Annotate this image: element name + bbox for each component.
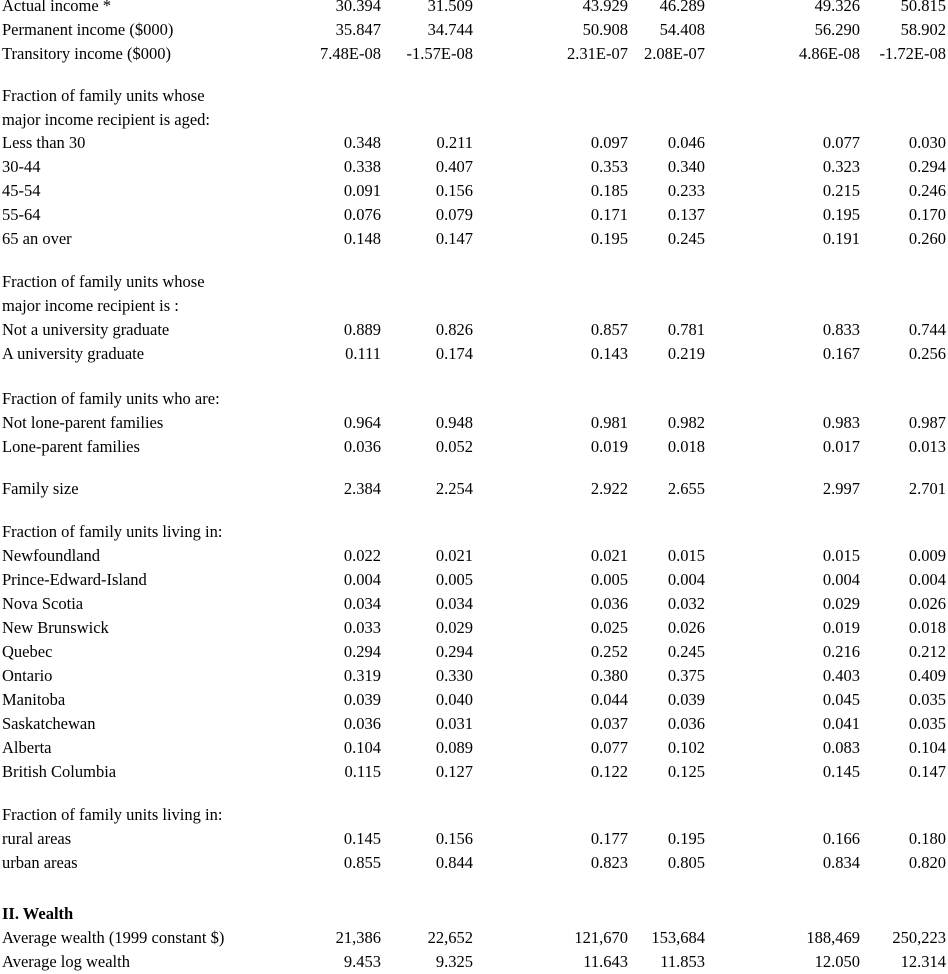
table-cell: 0.833 bbox=[822, 320, 860, 339]
row-label: Average log wealth bbox=[2, 952, 130, 971]
table-cell: 0.294 bbox=[908, 157, 946, 176]
table-cell: 2.655 bbox=[667, 479, 705, 498]
table-cell: 0.177 bbox=[590, 829, 628, 848]
table-cell: 2.997 bbox=[822, 479, 860, 498]
table-cell: 58.902 bbox=[900, 20, 946, 39]
table-row bbox=[0, 926, 948, 950]
table-cell: 31.509 bbox=[427, 0, 473, 15]
table-cell: 0.323 bbox=[822, 157, 860, 176]
table-cell: 2.384 bbox=[343, 479, 381, 498]
table-cell: 0.171 bbox=[590, 205, 628, 224]
row-label: Less than 30 bbox=[2, 133, 86, 152]
row-label: major income recipient is : bbox=[2, 296, 179, 315]
table-cell: 0.005 bbox=[435, 570, 473, 589]
table-cell: 0.019 bbox=[822, 618, 860, 637]
table-cell: 12.050 bbox=[814, 952, 860, 971]
table-cell: 0.091 bbox=[343, 181, 381, 200]
table-row bbox=[0, 270, 948, 294]
table-cell: 0.260 bbox=[908, 229, 946, 248]
table-cell: 0.127 bbox=[435, 762, 473, 781]
table-cell: 56.290 bbox=[814, 20, 860, 39]
table-cell: 0.015 bbox=[667, 546, 705, 565]
table-cell: 0.174 bbox=[435, 344, 473, 363]
table-cell: 34.744 bbox=[427, 20, 473, 39]
row-label: Not lone-parent families bbox=[2, 413, 164, 432]
table-row bbox=[0, 950, 948, 974]
table-cell: 0.319 bbox=[343, 666, 381, 685]
table-row bbox=[0, 520, 948, 544]
row-label: Newfoundland bbox=[2, 546, 101, 565]
table-cell: 0.826 bbox=[435, 320, 473, 339]
table-cell: 0.032 bbox=[667, 594, 705, 613]
table-cell: 2.31E-07 bbox=[567, 44, 628, 63]
table-row bbox=[0, 712, 948, 736]
table-cell: 0.844 bbox=[435, 853, 473, 872]
table-cell: 0.805 bbox=[667, 853, 705, 872]
table-cell: 0.981 bbox=[590, 413, 628, 432]
table-row bbox=[0, 477, 948, 501]
row-label: Fraction of family units living in: bbox=[2, 805, 223, 824]
table-cell: 0.982 bbox=[667, 413, 705, 432]
table-cell: 0.857 bbox=[590, 320, 628, 339]
table-cell: 0.191 bbox=[822, 229, 860, 248]
table-cell: 0.077 bbox=[822, 133, 860, 152]
row-label: Fraction of family units whose bbox=[2, 86, 205, 105]
table-cell: 0.409 bbox=[908, 666, 946, 685]
table-cell: 0.148 bbox=[343, 229, 381, 248]
row-label: Prince-Edward-Island bbox=[2, 570, 147, 589]
table-cell: 0.034 bbox=[435, 594, 473, 613]
table-row bbox=[0, 0, 948, 18]
row-label: Permanent income ($000) bbox=[2, 20, 174, 39]
table-cell: 0.143 bbox=[590, 344, 628, 363]
table-cell: 0.125 bbox=[667, 762, 705, 781]
table-cell: 0.019 bbox=[590, 437, 628, 456]
table-cell: 0.018 bbox=[667, 437, 705, 456]
table-cell: 0.039 bbox=[667, 690, 705, 709]
table-cell: 0.026 bbox=[667, 618, 705, 637]
table-cell: 0.147 bbox=[908, 762, 946, 781]
table-cell: 0.036 bbox=[343, 714, 381, 733]
table-cell: 0.077 bbox=[590, 738, 628, 757]
table-cell: 50.908 bbox=[582, 20, 628, 39]
table-cell: 0.219 bbox=[667, 344, 705, 363]
table-cell: 0.013 bbox=[908, 437, 946, 456]
table-cell: 0.022 bbox=[343, 546, 381, 565]
row-label: Alberta bbox=[2, 738, 52, 757]
row-label: 30-44 bbox=[2, 157, 41, 176]
table-cell: 0.037 bbox=[590, 714, 628, 733]
row-label: Not a university graduate bbox=[2, 320, 170, 339]
table-cell: 0.122 bbox=[590, 762, 628, 781]
table-cell: 2.701 bbox=[908, 479, 946, 498]
row-label: Lone-parent families bbox=[2, 437, 140, 456]
table-cell: 12.314 bbox=[900, 952, 946, 971]
row-label: rural areas bbox=[2, 829, 72, 848]
row-label: Saskatchewan bbox=[2, 714, 96, 733]
row-label: Transitory income ($000) bbox=[2, 44, 171, 63]
row-label: Manitoba bbox=[2, 690, 66, 709]
table-row bbox=[0, 568, 948, 592]
table-cell: 0.039 bbox=[343, 690, 381, 709]
table-cell: 0.076 bbox=[343, 205, 381, 224]
table-cell: 0.340 bbox=[667, 157, 705, 176]
table-cell: 0.083 bbox=[822, 738, 860, 757]
row-label: Ontario bbox=[2, 666, 53, 685]
table-cell: 0.156 bbox=[435, 829, 473, 848]
table-cell: 0.104 bbox=[343, 738, 381, 757]
table-cell: 0.380 bbox=[590, 666, 628, 685]
table-cell: 0.034 bbox=[343, 594, 381, 613]
table-cell: 0.185 bbox=[590, 181, 628, 200]
table-cell: 0.744 bbox=[908, 320, 946, 339]
table-cell: 188,469 bbox=[806, 928, 860, 947]
row-label: Fraction of family units living in: bbox=[2, 522, 223, 541]
table-row bbox=[0, 616, 948, 640]
table-row bbox=[0, 544, 948, 568]
table-cell: 0.983 bbox=[822, 413, 860, 432]
table-cell: 49.326 bbox=[814, 0, 860, 15]
table-cell: 50.815 bbox=[900, 0, 946, 15]
table-cell: 0.040 bbox=[435, 690, 473, 709]
table-cell: 0.030 bbox=[908, 133, 946, 152]
table-row bbox=[0, 760, 948, 784]
table-cell: 0.017 bbox=[822, 437, 860, 456]
table-cell: 0.216 bbox=[822, 642, 860, 661]
table-cell: 0.294 bbox=[435, 642, 473, 661]
table-cell: 250,223 bbox=[892, 928, 946, 947]
table-cell: 0.145 bbox=[343, 829, 381, 848]
table-cell: 0.104 bbox=[908, 738, 946, 757]
table-cell: 0.137 bbox=[667, 205, 705, 224]
table-row bbox=[0, 155, 948, 179]
row-label: Actual income * bbox=[2, 0, 112, 15]
table-cell: 0.348 bbox=[343, 133, 381, 152]
table-cell: 11.643 bbox=[583, 952, 628, 971]
table-cell: 0.046 bbox=[667, 133, 705, 152]
table-cell: 22,652 bbox=[427, 928, 473, 947]
table-cell: 0.015 bbox=[822, 546, 860, 565]
table-cell: 0.033 bbox=[343, 618, 381, 637]
table-cell: 0.256 bbox=[908, 344, 946, 363]
table-cell: 0.245 bbox=[667, 642, 705, 661]
table-row bbox=[0, 640, 948, 664]
table-row bbox=[0, 294, 948, 318]
table-cell: 0.145 bbox=[822, 762, 860, 781]
table-row bbox=[0, 18, 948, 42]
table-cell: 9.325 bbox=[435, 952, 473, 971]
table-cell: 0.375 bbox=[667, 666, 705, 685]
row-label: 55-64 bbox=[2, 205, 41, 224]
table-row bbox=[0, 411, 948, 435]
table-cell: 0.855 bbox=[343, 853, 381, 872]
table-cell: 0.403 bbox=[822, 666, 860, 685]
table-cell: 0.041 bbox=[822, 714, 860, 733]
table-cell: 0.195 bbox=[590, 229, 628, 248]
table-cell: 0.889 bbox=[343, 320, 381, 339]
table-cell: 0.115 bbox=[344, 762, 381, 781]
table-row bbox=[0, 84, 948, 108]
table-row bbox=[0, 851, 948, 875]
table-cell: 0.029 bbox=[435, 618, 473, 637]
table-cell: 0.036 bbox=[667, 714, 705, 733]
table-cell: 0.407 bbox=[435, 157, 473, 176]
table-cell: 0.195 bbox=[667, 829, 705, 848]
table-cell: 0.781 bbox=[667, 320, 705, 339]
table-cell: 0.031 bbox=[435, 714, 473, 733]
table-cell: 0.820 bbox=[908, 853, 946, 872]
table-cell: 0.167 bbox=[822, 344, 860, 363]
table-cell: 0.338 bbox=[343, 157, 381, 176]
table-cell: 0.018 bbox=[908, 618, 946, 637]
section-heading: II. Wealth bbox=[2, 904, 74, 923]
table-row bbox=[0, 435, 948, 459]
table-cell: 0.834 bbox=[822, 853, 860, 872]
table-cell: 0.166 bbox=[822, 829, 860, 848]
table-cell: 0.045 bbox=[822, 690, 860, 709]
table-cell: 0.026 bbox=[908, 594, 946, 613]
table-cell: 11.853 bbox=[660, 952, 705, 971]
table-cell: 0.004 bbox=[822, 570, 860, 589]
table-cell: 0.079 bbox=[435, 205, 473, 224]
table-cell: 0.089 bbox=[435, 738, 473, 757]
table-cell: 153,684 bbox=[651, 928, 705, 947]
table-cell: 0.097 bbox=[590, 133, 628, 152]
table-row bbox=[0, 387, 948, 411]
table-cell: 0.004 bbox=[667, 570, 705, 589]
table-cell: 0.036 bbox=[590, 594, 628, 613]
table-cell: 0.245 bbox=[667, 229, 705, 248]
table-cell: 0.211 bbox=[436, 133, 473, 152]
table-row bbox=[0, 342, 948, 366]
row-label: A university graduate bbox=[2, 344, 145, 363]
table-row bbox=[0, 227, 948, 251]
row-label: major income recipient is aged: bbox=[2, 110, 211, 129]
table-cell: 54.408 bbox=[659, 20, 705, 39]
table-row bbox=[0, 318, 948, 342]
row-label: New Brunswick bbox=[2, 618, 109, 637]
table-row bbox=[0, 688, 948, 712]
table-cell: 46.289 bbox=[659, 0, 705, 15]
table-cell: 2.08E-07 bbox=[644, 44, 705, 63]
table-cell: 35.847 bbox=[335, 20, 381, 39]
table-cell: 0.044 bbox=[590, 690, 628, 709]
table-row bbox=[0, 664, 948, 688]
table-cell: 0.823 bbox=[590, 853, 628, 872]
table-row bbox=[0, 902, 948, 926]
table-row bbox=[0, 803, 948, 827]
row-label: 65 an over bbox=[2, 229, 72, 248]
table-cell: 0.052 bbox=[435, 437, 473, 456]
table-cell: 30.394 bbox=[335, 0, 381, 15]
table-cell: 0.035 bbox=[908, 714, 946, 733]
table-cell: 0.036 bbox=[343, 437, 381, 456]
table-cell: 0.964 bbox=[343, 413, 381, 432]
table-cell: 0.147 bbox=[435, 229, 473, 248]
row-label: British Columbia bbox=[2, 762, 117, 781]
table-cell: 0.029 bbox=[822, 594, 860, 613]
table-cell: 0.025 bbox=[590, 618, 628, 637]
row-label: Fraction of family units who are: bbox=[2, 389, 220, 408]
row-label: Quebec bbox=[2, 642, 53, 661]
table-cell: 0.215 bbox=[822, 181, 860, 200]
table-cell: 0.004 bbox=[343, 570, 381, 589]
table-cell: 0.021 bbox=[590, 546, 628, 565]
table-row bbox=[0, 108, 948, 132]
table-cell: 43.929 bbox=[582, 0, 628, 15]
table-cell: 0.180 bbox=[908, 829, 946, 848]
row-label: 45-54 bbox=[2, 181, 41, 200]
table-row bbox=[0, 179, 948, 203]
table-cell: 121,670 bbox=[574, 928, 628, 947]
row-label: Nova Scotia bbox=[2, 594, 84, 613]
table-cell: 0.353 bbox=[590, 157, 628, 176]
table-cell: 4.86E-08 bbox=[799, 44, 860, 63]
table-cell: 0.102 bbox=[667, 738, 705, 757]
table-cell: 0.233 bbox=[667, 181, 705, 200]
table-cell: 0.294 bbox=[343, 642, 381, 661]
row-label: Fraction of family units whose bbox=[2, 272, 205, 291]
table-cell: 0.009 bbox=[908, 546, 946, 565]
table-cell: 0.004 bbox=[908, 570, 946, 589]
row-label: Average wealth (1999 constant $) bbox=[2, 928, 225, 947]
table-cell: -1.57E-08 bbox=[406, 44, 473, 63]
table-row bbox=[0, 736, 948, 760]
table-row bbox=[0, 42, 948, 66]
table-cell: 0.195 bbox=[822, 205, 860, 224]
table-cell: 0.212 bbox=[908, 642, 946, 661]
table-cell: 2.922 bbox=[590, 479, 628, 498]
row-label: urban areas bbox=[2, 853, 78, 872]
row-label: Family size bbox=[2, 479, 79, 498]
table-row bbox=[0, 131, 948, 155]
table-cell: 7.48E-08 bbox=[320, 44, 381, 63]
table-cell: 21,386 bbox=[335, 928, 381, 947]
table-row bbox=[0, 203, 948, 227]
table-cell: 2.254 bbox=[435, 479, 473, 498]
table-cell: 0.948 bbox=[435, 413, 473, 432]
table-row bbox=[0, 827, 948, 851]
table-cell: 0.246 bbox=[908, 181, 946, 200]
table-cell: 0.156 bbox=[435, 181, 473, 200]
table-cell: 0.170 bbox=[908, 205, 946, 224]
table-cell: 0.005 bbox=[590, 570, 628, 589]
table-cell: 0.987 bbox=[908, 413, 946, 432]
table-cell: 0.330 bbox=[435, 666, 473, 685]
table-cell: 0.021 bbox=[435, 546, 473, 565]
table-row bbox=[0, 592, 948, 616]
table-cell: 0.035 bbox=[908, 690, 946, 709]
table-cell: -1.72E-08 bbox=[879, 44, 946, 63]
table-cell: 0.111 bbox=[345, 344, 381, 363]
table-cell: 9.453 bbox=[343, 952, 381, 971]
table-cell: 0.252 bbox=[590, 642, 628, 661]
